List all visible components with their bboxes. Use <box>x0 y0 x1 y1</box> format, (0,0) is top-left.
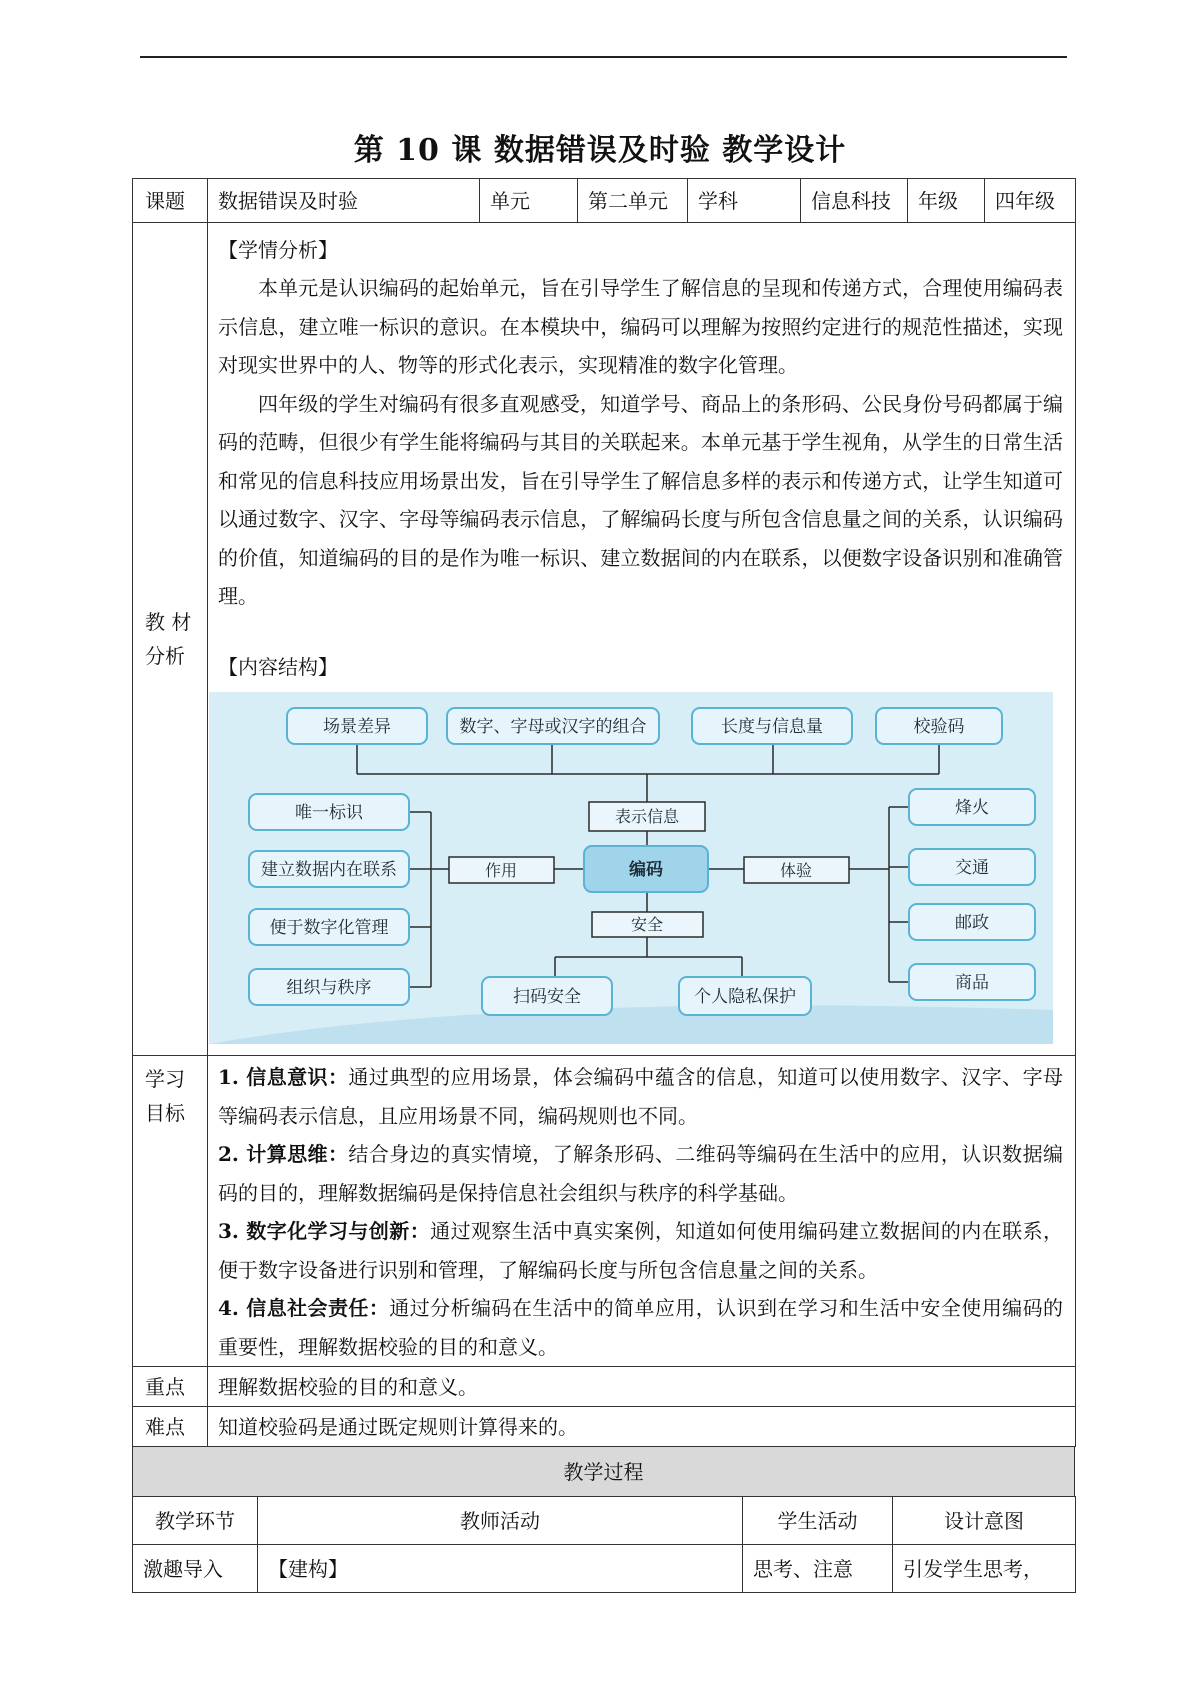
label-traffic: 交通 <box>955 857 989 878</box>
analysis-label-line1: 教 材 <box>145 610 192 634</box>
label-postal: 邮政 <box>955 912 989 933</box>
label-represent-info: 表示信息 <box>614 806 680 826</box>
row1-stage: 激趣导入 <box>133 1545 258 1593</box>
label-security: 安全 <box>630 914 664 934</box>
section-heading-structure: 【内容结构】 <box>218 654 338 679</box>
content-structure-diagram <box>209 692 1053 1044</box>
goals-label-line2: 目标 <box>145 1101 185 1125</box>
process-title-table <box>132 1446 1075 1497</box>
section-heading-learner: 【学情分析】 <box>218 238 338 262</box>
analysis-content <box>208 223 1076 1056</box>
unit-value: 第二单元 <box>578 179 688 223</box>
grade-label: 年级 <box>908 179 985 223</box>
header-rule <box>140 56 1067 58</box>
row1-student: 思考、注意 <box>743 1545 893 1593</box>
key-point-label: 重点 <box>133 1367 208 1407</box>
label-experience: 体验 <box>779 860 813 880</box>
header-design-intent: 设计意图 <box>893 1497 1076 1545</box>
goals-content <box>208 1056 1076 1367</box>
row1-intent: 引发学生思考， <box>893 1545 1076 1593</box>
label-internal-link: 建立数据内在联系 <box>261 859 397 880</box>
analysis-row <box>133 223 1076 1056</box>
header-student-activity: 学生活动 <box>743 1497 893 1545</box>
subject-value: 信息科技 <box>801 179 908 223</box>
label-effect: 作用 <box>484 860 518 880</box>
goals-label-line1: 学习 <box>145 1067 185 1091</box>
key-point-row <box>133 1367 1076 1407</box>
document-title: 第 10 课 数据错误及时验 教学设计 <box>353 133 847 168</box>
label-length-info: 长度与信息量 <box>721 716 823 737</box>
process-header-row <box>133 1497 1076 1545</box>
goal-item-3 <box>218 1212 1063 1289</box>
label-goods: 商品 <box>955 972 989 993</box>
goal-text-4: 通过分析编码在生活中的简单应用，认识到在学习和生活中安全使用编码的重要性，理解数据校验的目的和意义。 <box>218 1296 1064 1359</box>
difficulty-row <box>133 1407 1076 1447</box>
lesson-info-table <box>132 178 1076 1447</box>
goal-text-1: 通过典型的应用场景，体会编码中蕴含的信息，知道可以使用数字、汉字、字母等编码表示信息，且应用场景不同，编码规则也不同。 <box>218 1065 1064 1128</box>
grade-value: 四年级 <box>985 179 1076 223</box>
goal-item-4 <box>218 1289 1063 1366</box>
goal-head-4: 4. 信息社会责任： <box>218 1296 390 1320</box>
analysis-paragraph-2: 四年级的学生对编码有很多直观感受，知道学号、商品上的条形码、公民身份号码都属于编码的范畴，但很少有学生能将编码与其目的关联起来。本单元基于学生视角，从学生的日常生活和常见的信息科技应用场景出发，旨在引导学生了解信息多样的表示和传递方式，让学生知道可以通过数字、汉字、字母等编码表示信息，了解编码长度与所包含信息量之间的关系，认识编码的价值，知道编码的目的是作为唯一标识、建立数据间的内在联系，以便数字设备识别和准确管理。 <box>218 391 1063 608</box>
topic-value: 数据错误及时验 <box>208 179 480 223</box>
label-beacon: 烽火 <box>955 797 989 818</box>
label-scene-difference: 场景差异 <box>323 716 391 737</box>
subject-label: 学科 <box>688 179 801 223</box>
difficulty-text: 知道校验码是通过既定规则计算得来的。 <box>208 1407 1076 1447</box>
analysis-label <box>133 223 208 1056</box>
key-point-text: 理解数据校验的目的和意义。 <box>208 1367 1076 1407</box>
goal-item-2 <box>218 1135 1063 1212</box>
topic-label: 课题 <box>133 179 208 223</box>
label-privacy: 个人隐私保护 <box>694 986 796 1007</box>
label-check-code: 校验码 <box>913 716 965 737</box>
label-encoding: 编码 <box>629 859 663 880</box>
info-row <box>133 179 1076 223</box>
goals-label <box>133 1056 208 1367</box>
goal-head-1: 1. 信息意识： <box>218 1065 349 1089</box>
label-scan-safety: 扫码安全 <box>513 986 581 1007</box>
label-combination: 数字、字母或汉字的组合 <box>459 716 647 737</box>
analysis-label-line2: 分析 <box>145 644 185 668</box>
process-row-1 <box>133 1545 1076 1593</box>
process-title-row <box>133 1447 1075 1497</box>
goal-head-2: 2. 计算思维： <box>218 1142 349 1166</box>
label-order: 组织与秩序 <box>286 977 372 998</box>
process-table <box>132 1496 1076 1593</box>
goal-text-2: 结合身边的真实情境，了解条形码、二维码等编码在生活中的应用，认识数据编码的目的，理解数据编码是保持信息社会组织与秩序的科学基础。 <box>218 1142 1064 1205</box>
goals-row <box>133 1056 1076 1367</box>
label-digital-management: 便于数字化管理 <box>269 917 389 938</box>
unit-label: 单元 <box>480 179 578 223</box>
difficulty-label: 难点 <box>133 1407 208 1447</box>
header-teacher-activity: 教师活动 <box>258 1497 743 1545</box>
process-title: 教学过程 <box>133 1447 1075 1497</box>
goal-text-3: 通过观察生活中真实案例，知道如何使用编码建立数据间的内在联系，便于数字设备进行识别和管理，了解编码长度与所包含信息量之间的关系。 <box>218 1219 1064 1282</box>
label-unique-id: 唯一标识 <box>295 802 363 823</box>
header-stage: 教学环节 <box>133 1497 258 1545</box>
goal-item-1 <box>218 1058 1063 1135</box>
analysis-paragraph-1: 本单元是认识编码的起始单元，旨在引导学生了解信息的呈现和传递方式，合理使用编码表示信息，建立唯一标识的意识。在本模块中，编码可以理解为按照约定进行的规范性描述，实现对现实世界中的人、物等的形式化表示，实现精准的数字化管理。 <box>218 276 1063 377</box>
row1-teacher: 【建构】 <box>258 1545 743 1593</box>
goal-head-3: 3. 数字化学习与创新： <box>218 1219 431 1243</box>
